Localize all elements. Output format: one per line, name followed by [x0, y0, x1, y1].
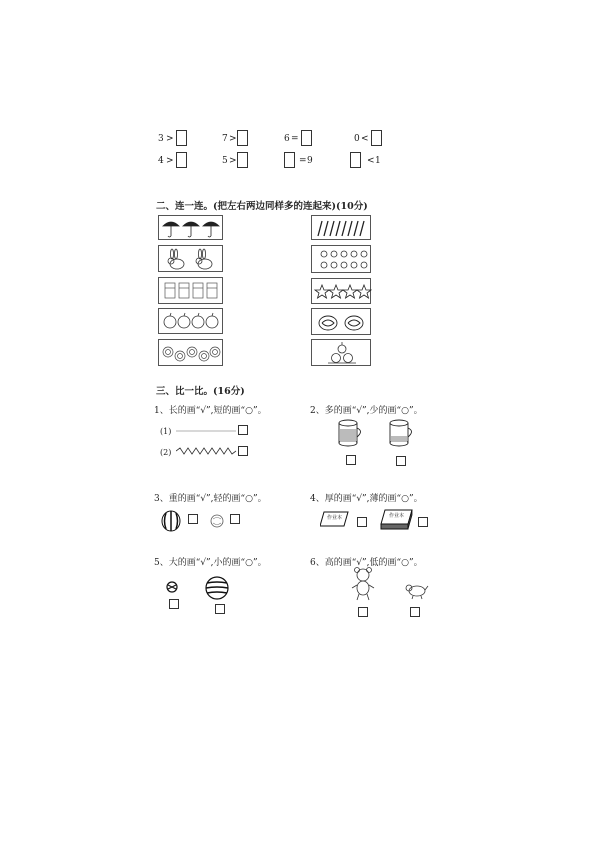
- question-4: 4、厚的画“√”,薄的画“○”。: [310, 494, 423, 504]
- answer-box[interactable]: [346, 455, 356, 465]
- star-icon: [312, 279, 372, 305]
- answer-box[interactable]: [301, 130, 312, 146]
- thick-book: [380, 507, 414, 531]
- right-panel-pears[interactable]: [311, 339, 371, 366]
- expr-op: =: [291, 134, 299, 144]
- section-2-title: 二、连一连。(把左右两边同样多的连起来)(10分): [156, 201, 368, 212]
- answer-box[interactable]: [410, 607, 420, 617]
- rabbit-icon: [159, 246, 224, 273]
- expr-op: >: [166, 134, 174, 144]
- answer-box[interactable]: [238, 425, 248, 435]
- answer-box[interactable]: [176, 152, 187, 168]
- expr-op: <: [367, 156, 375, 166]
- answer-box[interactable]: [238, 446, 248, 456]
- expr-left: 4: [158, 156, 164, 166]
- expr-left: 5: [222, 156, 228, 166]
- left-panel-flowers[interactable]: [158, 339, 223, 366]
- question-1: 1、长的画“√”,短的画“○”。: [154, 406, 267, 416]
- watermelon-icon: [160, 510, 182, 532]
- question-2: 2、多的画“√”,少的画“○”。: [310, 406, 423, 416]
- long-line: [176, 428, 238, 434]
- expr-op: >: [166, 156, 174, 166]
- expr-op: >: [229, 156, 237, 166]
- section-3-title: 三、比一比。(16分): [156, 386, 245, 397]
- flower-icon: [159, 340, 224, 367]
- short-animal-icon: [403, 580, 429, 600]
- right-panel-carrots[interactable]: [311, 245, 371, 273]
- left-panel-apples[interactable]: [158, 308, 223, 334]
- expr-right: 9: [307, 156, 313, 166]
- tall-animal-icon: [348, 566, 378, 602]
- right-panel-fish[interactable]: [311, 308, 371, 335]
- pencil-icon: [312, 216, 372, 241]
- left-panel-umbrellas[interactable]: [158, 215, 223, 240]
- thin-book: [320, 509, 350, 529]
- question-6: 6、高的画“√”,低的画“○”。: [310, 558, 423, 568]
- expr-right: 1: [375, 156, 381, 166]
- small-ball-icon: [165, 580, 179, 594]
- line-label: (1): [160, 427, 172, 436]
- big-ball-icon: [204, 574, 230, 602]
- answer-box[interactable]: [350, 152, 361, 168]
- answer-box[interactable]: [357, 517, 367, 527]
- expr-op: =: [299, 156, 307, 166]
- expr-left: 7: [222, 134, 228, 144]
- answer-box[interactable]: [230, 514, 240, 524]
- answer-box[interactable]: [215, 604, 225, 614]
- cup-icon: [159, 278, 224, 305]
- left-panel-cups[interactable]: [158, 277, 223, 304]
- answer-box[interactable]: [188, 514, 198, 524]
- expr-op: <: [361, 134, 369, 144]
- cup-half-icon: [387, 418, 419, 448]
- answer-box[interactable]: [284, 152, 295, 168]
- right-panel-pencils[interactable]: [311, 215, 371, 240]
- cup-full-icon: [336, 418, 368, 448]
- book-label: 作业本: [389, 513, 405, 519]
- line-label: (2): [160, 448, 172, 457]
- wavy-line: [176, 446, 238, 456]
- question-5: 5、大的画“√”,小的画“○”。: [154, 558, 267, 568]
- question-3: 3、重的画“√”,轻的画“○”。: [154, 494, 267, 504]
- carrot-icon: [312, 246, 372, 274]
- apple-icon: [159, 309, 224, 335]
- expr-left: 6: [284, 134, 290, 144]
- book-label: 作业本: [327, 515, 343, 521]
- expr-op: >: [229, 134, 237, 144]
- pear-icon: [312, 340, 372, 367]
- thick-book-icon: [380, 507, 414, 531]
- answer-box[interactable]: [176, 130, 187, 146]
- left-panel-rabbits[interactable]: [158, 245, 223, 272]
- answer-box[interactable]: [396, 456, 406, 466]
- expr-left: 3: [158, 134, 164, 144]
- expr-left: 0: [354, 134, 360, 144]
- answer-box[interactable]: [371, 130, 382, 146]
- ball-icon: [209, 513, 225, 529]
- umbrella-icon: [159, 216, 224, 241]
- answer-box[interactable]: [418, 517, 428, 527]
- answer-box[interactable]: [237, 152, 248, 168]
- answer-box[interactable]: [358, 607, 368, 617]
- answer-box[interactable]: [237, 130, 248, 146]
- right-panel-stars[interactable]: [311, 278, 371, 304]
- answer-box[interactable]: [169, 599, 179, 609]
- fish-icon: [312, 309, 372, 336]
